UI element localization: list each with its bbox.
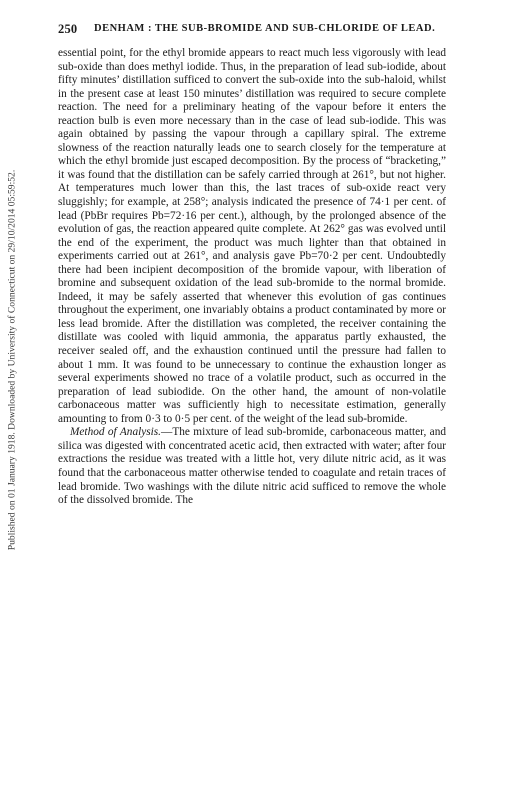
download-watermark-text: Published on 01 January 1918. Downloaded by University of Connecticut on 29/10/2014 05:59:52. (6, 169, 18, 551)
article-body (58, 47, 446, 508)
section-heading: Method of Analysis. (70, 426, 162, 439)
body-paragraph-analysis (58, 426, 446, 507)
analysis-paragraph-text: —The mixture of lead sub-bromide, carbonaceous matter, and silica was digested with concentrated acetic acid, then extracted with water; after four extractions the residue was treated with a little hot, very dilute nitric acid, as it was found that the carbonaceous matter otherwise tended to coagulate and retain traces of lead bromide. Two washings with the dilute nitric acid sufficed to remove the whole of the dissolved bromide. The (58, 426, 446, 507)
download-watermark (2, 60, 22, 660)
running-head (58, 22, 446, 38)
body-paragraph: essential point, for the ethyl bromide appears to react much less vigorously with lead sub-oxide than does methyl iodide. Thus, in the preparation of lead sub-iodide, about fifty minutes’ distillation sufficed to convert the sub-oxide into the sub-haloid, whilst in the present case at least 150 minutes’ distillation was required to secure complete reaction. The need for a preliminary heating of the vapour before it enters the reaction bulb is even more necessary than in the case of lead sub-iodide. This was again obtained by passing the vapour through a capillary spiral. The extreme slowness of the reaction naturally leads one to search closely for the temperature at which the ethyl bromide just escaped decomposition. By the process of “bracketing,” it was found that the distillation can be safely carried through at 261°, but not higher. At temperatures much lower than this, the last traces of sub-oxide react very sluggishly; for example, at 258°; analysis indicated the presence of 74·1 per cent. of lead (PbBr requires Pb=72·16 per cent.), although, by the prolonged absence of the evolution of gas, the reaction appeared quite complete. At 262° gas was evolved until the end of the experiment, the product was much lighter than that obtained in experiments carried out at 261°, and analysis gave Pb=70·2 per cent. Undoubtedly there had been incipient decomposition of the bromide vapour, with liberation of bromine and subsequent oxidation of the lead sub-bromide to the normal bromide. Indeed, it may be safely asserted that whenever this evolution of gas continues throughout the experiment, one invariably obtains a product contaminated by more or less lead bromide. After the distillation was completed, the receiver containing the distillate was cooled with liquid ammonia, the apparatus partly exhausted, the receiver sealed off, and the exhaustion continued until the pressure had fallen to about 1 mm. It was found to be unnecessary to continue the exhaustion longer as several experiments showed no trace of a volatile product, such as occurred in the preparation of lead subiodide. On the other hand, the amount of non-volatile carbonaceous matter was sufficiently high to necessitate estimation, generally amounting to from 0·3 to 0·5 per cent. of the weight of the lead sub-bromide. (58, 47, 446, 425)
page-number: 250 (58, 22, 78, 36)
running-title: DENHAM : THE SUB-BROMIDE AND SUB-CHLORIDE OF LEAD. (94, 23, 436, 34)
